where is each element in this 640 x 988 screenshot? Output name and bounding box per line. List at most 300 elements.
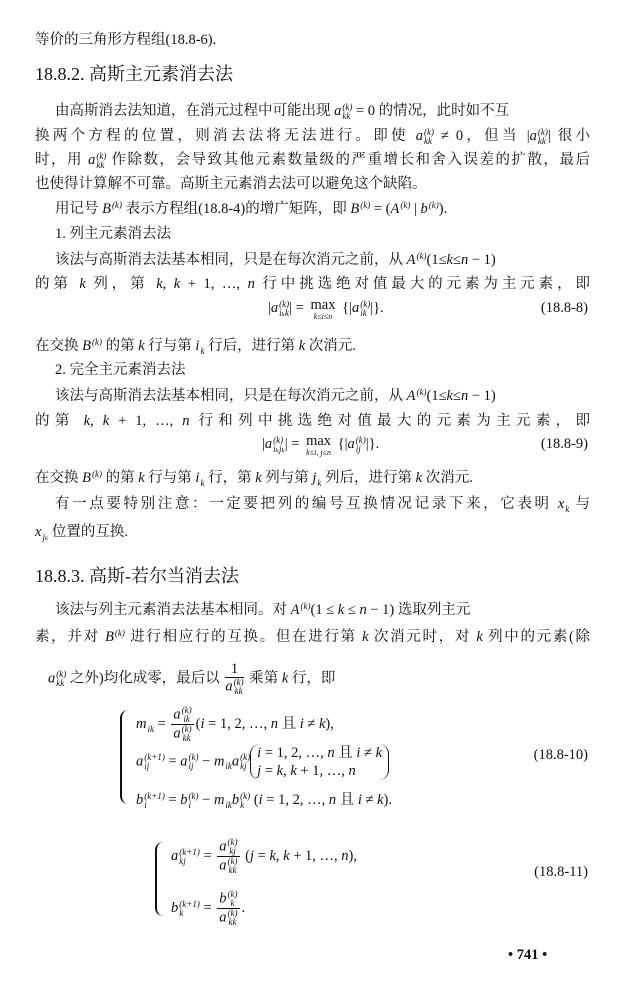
text-run: = xyxy=(261,763,277,779)
equation-number: (18.8-11) xyxy=(534,864,588,880)
math-scripts xyxy=(179,900,200,918)
paragraph-line xyxy=(55,101,509,121)
text-run: | = xyxy=(284,436,304,452)
math-variable: a xyxy=(334,103,342,119)
left-brace xyxy=(155,842,165,916)
math-scripts xyxy=(92,338,102,356)
equation-system xyxy=(120,706,520,808)
superscript: (k) xyxy=(114,627,125,638)
subscript: k xyxy=(240,799,245,810)
text-run: 列中的元素(除 xyxy=(482,629,591,645)
math-variable: k xyxy=(283,847,290,864)
text-run: 的第 xyxy=(101,470,139,486)
superscript: (k) xyxy=(240,790,251,801)
text-run: 乘第 xyxy=(245,670,282,687)
superscript: (k) xyxy=(360,199,371,210)
superscript: (k) xyxy=(227,856,238,866)
text-run: |}. xyxy=(370,300,384,316)
text-run: = xyxy=(164,792,181,808)
math-scripts xyxy=(538,128,548,146)
subscript: kk xyxy=(228,865,237,875)
math-variable: n xyxy=(247,276,255,292)
text-run: 等价的三角形方程组(18.8-6). xyxy=(35,32,217,48)
fraction xyxy=(171,706,193,743)
operator-range: k≤i, j≤n xyxy=(306,448,331,457)
text-run: − xyxy=(198,753,214,770)
text-run: 该法与列主元素消去法基本相同。对 xyxy=(55,602,291,618)
text-run: 行和列中挑选绝对值最大的元素为主元素，即 xyxy=(189,413,591,429)
math-variable: i xyxy=(258,792,263,808)
superscript: (k) xyxy=(240,752,251,762)
math-variable: a xyxy=(347,436,355,452)
equation-number: (18.8-8) xyxy=(540,300,588,316)
equation-row xyxy=(136,788,392,810)
math-variable: k xyxy=(173,276,181,292)
math-scripts xyxy=(112,201,122,219)
subscript: ij xyxy=(188,761,194,771)
operator-name: max xyxy=(306,433,332,449)
math-variable: B xyxy=(82,338,91,354)
math-variable: n xyxy=(348,763,356,779)
equation-row xyxy=(136,744,389,780)
subscript xyxy=(400,210,410,219)
math-variable: a xyxy=(219,857,227,874)
equation-number: (18.8-10) xyxy=(533,747,588,763)
paragraph-line xyxy=(48,661,336,696)
text-run: , xyxy=(283,763,291,779)
text-run: + 1, …, xyxy=(109,413,183,429)
math-scripts xyxy=(416,252,426,270)
superscript: (k) xyxy=(181,724,192,734)
math-variable: j xyxy=(257,763,262,779)
text-run: = 1, 2, …, xyxy=(261,745,328,761)
text-run: 用记号 xyxy=(55,201,103,217)
math-variable: k xyxy=(281,670,289,687)
text-run: |}. xyxy=(365,436,380,452)
subscript: kk xyxy=(234,686,243,696)
text-run: = xyxy=(199,899,216,916)
superscript: (k+1) xyxy=(179,898,200,909)
text-run: (1≤ xyxy=(426,388,447,404)
equation-row xyxy=(171,838,357,875)
text-run: ( xyxy=(241,847,250,864)
paragraph-line xyxy=(35,468,473,488)
superscript: (k) xyxy=(360,298,371,309)
subscript: ik xyxy=(183,714,190,724)
subscript: k xyxy=(200,345,205,356)
subscript: ij xyxy=(355,443,361,454)
subscript: ij xyxy=(144,761,150,771)
subscript xyxy=(112,210,122,219)
text-run: ≤ xyxy=(452,388,461,404)
superscript: (k) xyxy=(227,908,238,918)
text-run: 也使得计算解不可靠。高斯主元素消去法可以避免这个缺陷。 xyxy=(35,176,427,192)
math-scripts xyxy=(182,725,192,743)
text-run: 列后，进行第 xyxy=(321,470,416,486)
text-run: 表示方程组(18.8-4)的增广矩阵，即 xyxy=(121,201,351,217)
operator-name: max xyxy=(310,297,336,313)
condition-row xyxy=(257,744,382,762)
text-run: (1≤ xyxy=(426,252,447,268)
math-variable: a xyxy=(171,847,179,864)
text-run: 行，即 xyxy=(288,670,336,687)
math-variable: j xyxy=(249,847,254,864)
math-scripts xyxy=(189,792,199,810)
text-run: , xyxy=(275,847,284,864)
math-variable: B xyxy=(350,201,360,217)
math-scripts xyxy=(56,670,66,688)
superscript: (k) xyxy=(227,889,238,899)
math-variable: b xyxy=(180,792,188,808)
text-run: 在交换 xyxy=(35,338,83,354)
math-scripts xyxy=(279,300,289,318)
math-scripts xyxy=(228,838,238,856)
math-variable: k xyxy=(415,470,423,486)
subscript: kk xyxy=(228,917,237,927)
math-variable: k xyxy=(79,276,86,292)
denominator xyxy=(171,725,193,743)
text-run: + 1, …, xyxy=(180,276,248,292)
operator-range: k≤i≤n xyxy=(313,312,333,321)
superscript: (k) xyxy=(428,199,439,210)
equation-row xyxy=(171,890,245,927)
text-run: 的第 xyxy=(35,276,80,292)
math-variable: x xyxy=(35,524,42,540)
math-variable: i xyxy=(299,715,304,732)
text-run: = 1, 2, …, xyxy=(262,792,329,808)
math-scripts xyxy=(240,753,250,771)
text-run: | xyxy=(268,300,271,316)
numerator xyxy=(217,890,239,909)
text-run: 行与第 xyxy=(144,338,196,354)
math-variable: a xyxy=(415,128,424,144)
paragraph-line xyxy=(35,126,590,146)
math-variable: n xyxy=(359,602,367,618)
superscript: (k+1) xyxy=(144,790,165,801)
math-variable: b xyxy=(219,890,227,907)
display-equation xyxy=(268,297,384,321)
superscript: (k) xyxy=(400,199,411,210)
text-run: | = xyxy=(289,300,308,316)
text-run: ). xyxy=(383,792,393,808)
math-scripts xyxy=(360,300,370,318)
text-run: 位置的互换. xyxy=(48,524,128,540)
text-run: | xyxy=(410,201,421,217)
paragraph-line xyxy=(35,627,590,647)
subscript: k xyxy=(317,477,322,488)
math-scripts xyxy=(115,629,125,647)
text-run: + 1, …, xyxy=(296,763,349,779)
subscript: k xyxy=(179,907,184,918)
numerator xyxy=(217,838,239,857)
text-run: 18.8.2. 高斯主元素消去法 xyxy=(35,64,233,84)
superscript: (k) xyxy=(233,677,244,687)
paragraph-line xyxy=(55,600,470,620)
subscript: i xyxy=(144,799,147,810)
text-run: 行后，进行第 xyxy=(204,338,299,354)
text-run: 且 xyxy=(334,745,357,761)
subscript: k xyxy=(565,503,570,514)
math-scripts xyxy=(356,436,366,454)
math-scripts xyxy=(182,706,192,724)
subscript xyxy=(115,638,125,647)
condition-row xyxy=(257,762,382,780)
text-run: | xyxy=(262,436,265,452)
subscript: iₖjₖ xyxy=(273,443,285,454)
subscript xyxy=(360,210,370,219)
math-variable: B xyxy=(105,629,114,645)
subscript: ik xyxy=(360,307,367,318)
superscript: (k) xyxy=(91,336,102,347)
math-variable: a xyxy=(231,753,240,770)
math-variable: i xyxy=(357,792,362,808)
math-variable: i xyxy=(200,715,205,732)
text-run: ≤ xyxy=(452,252,461,268)
math-variable: n xyxy=(182,413,190,429)
math-variable: k xyxy=(298,338,306,354)
math-variable: m xyxy=(136,715,147,732)
text-run: 作除数，会导致其他元素数量级的严重增长和舍入误差的扩散，最后 xyxy=(106,152,590,168)
paragraph-line xyxy=(55,494,590,514)
text-run: − 1) 选取列主元 xyxy=(366,602,471,618)
subscript: kk xyxy=(182,733,191,743)
subscript: k xyxy=(230,898,235,908)
fraction xyxy=(217,890,239,927)
condition-stack xyxy=(250,744,389,780)
math-scripts xyxy=(144,753,165,771)
superscript: (k) xyxy=(273,434,284,445)
subscript: ik xyxy=(225,761,232,771)
math-variable: k xyxy=(476,629,483,645)
subscript xyxy=(92,347,102,356)
subscript xyxy=(92,479,102,488)
superscript: (k) xyxy=(279,298,290,309)
text-run: 2. 完全主元素消去法 xyxy=(55,362,186,378)
math-variable: k xyxy=(290,763,297,779)
text-run: 行中挑选绝对值最大的元素为主元素，即 xyxy=(254,276,591,292)
math-variable: b xyxy=(420,201,428,217)
text-run: 次消元. xyxy=(422,470,473,486)
text-run: = xyxy=(164,753,181,770)
math-variable: a xyxy=(88,152,96,168)
text-run: 进行相应行的互换。但在进行第 xyxy=(124,629,363,645)
equation-number: (18.8-9) xyxy=(540,436,588,452)
denominator xyxy=(217,909,239,927)
numerator xyxy=(171,706,193,725)
math-scripts xyxy=(228,909,238,927)
text-run: 次消元. xyxy=(305,338,356,354)
text-run: ≤ xyxy=(344,602,360,618)
superscript: (k) xyxy=(537,126,548,137)
math-scripts xyxy=(189,753,199,771)
subscript: kk xyxy=(424,135,433,146)
superscript: (k) xyxy=(91,468,102,479)
math-variable: b xyxy=(231,792,240,808)
text-run: 该法与高斯消去法基本相同，只是在每次消元之前，从 xyxy=(55,388,407,404)
subscript: kj xyxy=(179,855,186,866)
superscript: (k) xyxy=(188,752,199,762)
text-run: = xyxy=(199,847,216,864)
text-run: ( xyxy=(195,715,201,732)
text-run: 1 xyxy=(230,661,239,677)
text-run: , xyxy=(162,276,174,292)
math-variable: B xyxy=(82,470,91,486)
text-run: = ( xyxy=(370,201,391,217)
math-variable: A xyxy=(406,252,416,268)
text-run: 之外)均化成零，最后以 xyxy=(66,670,224,687)
math-variable: a xyxy=(173,725,181,742)
math-variable: A xyxy=(390,201,400,217)
text-run: ≠ 0，但当 | xyxy=(434,128,530,144)
superscript: (k) xyxy=(227,837,238,847)
math-scripts xyxy=(240,792,250,810)
subscript: kk xyxy=(56,678,65,688)
superscript: (k) xyxy=(300,600,311,611)
math-variable: n xyxy=(460,252,469,268)
math-variable: a xyxy=(48,670,56,687)
math-scripts xyxy=(429,201,439,219)
denominator xyxy=(217,857,239,875)
fraction xyxy=(217,838,239,875)
text-run: − 1) xyxy=(468,388,496,404)
paragraph-line xyxy=(35,411,590,431)
max-operator xyxy=(306,434,331,457)
subscript: ik xyxy=(225,799,232,810)
subscript: kk xyxy=(342,110,351,121)
subscript: iₖk xyxy=(279,307,289,318)
subscript xyxy=(429,210,439,219)
superscript: (k) xyxy=(342,101,353,112)
math-variable: b xyxy=(171,899,179,916)
text-run: 的第 xyxy=(101,338,139,354)
math-scripts xyxy=(400,201,410,219)
text-run: 且 xyxy=(336,792,358,808)
math-variable: k xyxy=(138,470,145,486)
math-variable: B xyxy=(102,201,111,217)
text-run: 列，第 xyxy=(85,276,157,292)
text-run: ( xyxy=(250,792,259,808)
math-variable: m xyxy=(213,792,225,808)
subscript xyxy=(300,611,310,620)
math-variable: a xyxy=(173,706,181,723)
math-variable: a xyxy=(219,909,227,926)
superscript: (k) xyxy=(188,790,199,801)
subscript: kk xyxy=(96,159,105,170)
paragraph-line xyxy=(35,30,216,50)
section-heading xyxy=(35,566,239,586)
text-run: 行，第 xyxy=(204,470,256,486)
text-run: 素，并对 xyxy=(35,629,106,645)
math-variable: j xyxy=(312,470,317,486)
superscript: (k) xyxy=(181,705,192,715)
text-run: 换两个方程的位置，则消去法将无法进行。即使 xyxy=(35,128,416,144)
math-variable: k xyxy=(156,276,163,292)
math-variable: k xyxy=(102,413,110,429)
math-variable: a xyxy=(219,838,227,855)
math-scripts xyxy=(273,436,285,454)
math-variable: k xyxy=(318,715,326,732)
subscript xyxy=(416,397,426,406)
math-scripts xyxy=(342,103,352,121)
math-scripts xyxy=(300,602,310,620)
superscript: (k) xyxy=(416,386,427,397)
text-run: 与 xyxy=(569,496,590,512)
math-variable: x xyxy=(557,496,565,512)
subscript: kk xyxy=(537,135,546,146)
text-run: ), xyxy=(325,715,334,732)
math-variable: k xyxy=(337,602,345,618)
math-variable: a xyxy=(264,436,273,452)
display-equation xyxy=(262,433,380,457)
max-operator xyxy=(311,298,336,321)
math-scripts xyxy=(234,678,244,696)
math-variable: a xyxy=(351,300,360,316)
subscript: ik xyxy=(147,723,154,734)
text-run: 有一点要特别注意：一定要把列的编号互换情况记录下来，它表明 xyxy=(55,496,558,512)
math-variable: A xyxy=(406,388,416,404)
text-run: 的第 xyxy=(35,413,84,429)
text-run: 行与第 xyxy=(144,470,196,486)
math-variable: k xyxy=(269,847,276,864)
math-scripts xyxy=(228,890,238,908)
text-run: 由高斯消去法知道，在消元过程中可能出现 xyxy=(55,103,335,119)
math-variable: b xyxy=(136,792,144,808)
text-run: = xyxy=(254,847,270,864)
paragraph-line xyxy=(35,336,356,356)
text-run: − xyxy=(198,792,214,808)
superscript: (k+1) xyxy=(179,846,200,857)
superscript: (k) xyxy=(56,669,67,679)
math-variable: a xyxy=(270,300,279,316)
text-run: ≠ xyxy=(360,745,376,761)
math-variable: k xyxy=(362,629,369,645)
math-variable: i xyxy=(195,470,200,486)
text-run: = xyxy=(153,715,170,732)
math-scripts xyxy=(92,470,102,488)
text-run: ). xyxy=(438,201,448,217)
fraction xyxy=(225,662,243,696)
paragraph-line xyxy=(55,250,496,270)
paragraph-line xyxy=(55,360,186,380)
text-run: 18.8.3. 高斯-若尔当消去法 xyxy=(35,566,239,586)
equation-row xyxy=(136,706,334,743)
math-variable: n xyxy=(341,847,349,864)
math-scripts xyxy=(228,857,238,875)
text-run: + 1, …, xyxy=(289,847,342,864)
text-run: | 很小 xyxy=(547,128,591,144)
math-variable: k xyxy=(255,470,262,486)
paragraph-line xyxy=(35,522,128,542)
numerator xyxy=(225,662,243,678)
text-run: 列与第 xyxy=(261,470,313,486)
math-variable: n xyxy=(328,792,337,808)
math-scripts xyxy=(179,848,200,866)
paragraph-line xyxy=(55,224,171,244)
paragraph-line xyxy=(35,174,427,194)
section-heading xyxy=(35,64,233,84)
math-scripts xyxy=(424,128,434,146)
left-brace xyxy=(120,710,130,804)
superscript: (k+1) xyxy=(144,752,165,762)
text-run: 该法与高斯消去法基本相同，只是在每次消元之前，从 xyxy=(55,252,407,268)
subscript: i xyxy=(188,799,192,810)
text-run: , xyxy=(90,413,103,429)
superscript: (k) xyxy=(96,150,107,161)
subscript: jₖ xyxy=(42,531,49,542)
math-variable: i xyxy=(356,745,361,761)
math-variable: k xyxy=(446,388,453,404)
text-run: = 1, 2, …, xyxy=(204,715,271,732)
